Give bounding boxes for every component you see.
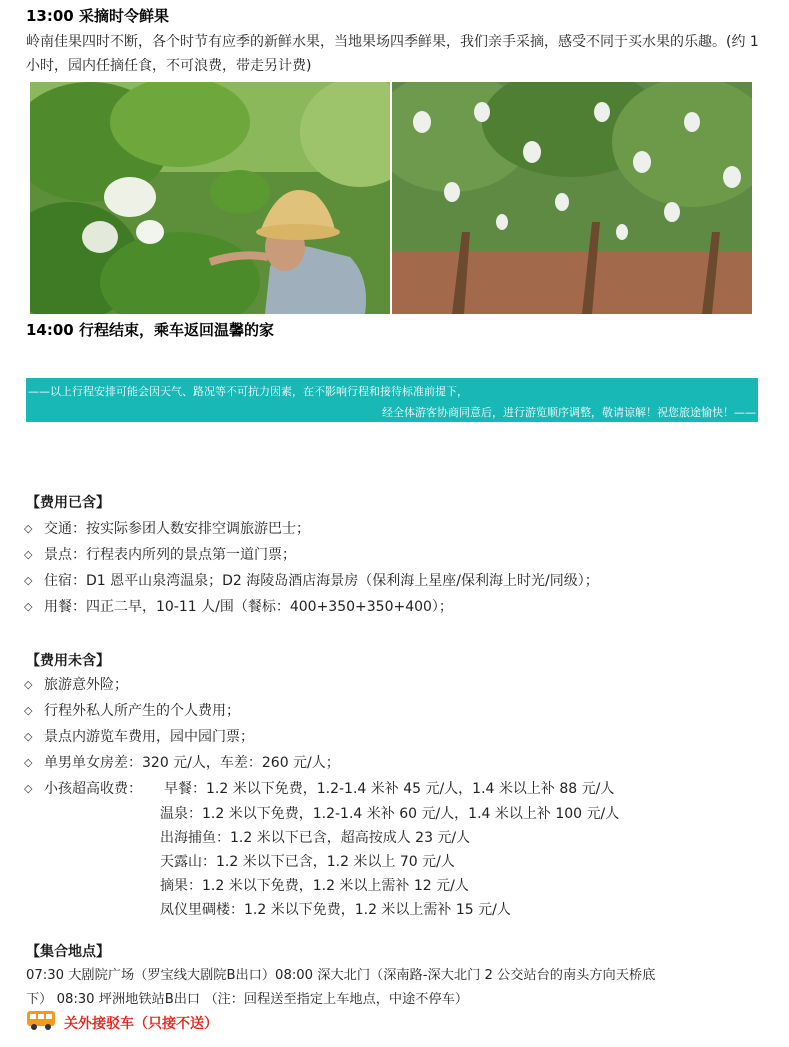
section-description: 岭南佳果四时不断，各个时节有应季的新鲜水果，当地果场四季鲜果，我们亲手采摘，感受不同于买水果的乐趣。(约 1 小时，园内任摘任食，不可浪费，带走另计费): [26, 34, 759, 74]
photo-strip: [30, 82, 752, 314]
diamond-bullet-icon: ◇: [24, 548, 33, 561]
list-item: ◇ 景点：行程表内所列的景点第一道门票；: [24, 542, 764, 568]
list-item: ◇ 旅游意外险；: [24, 672, 764, 698]
shuttle-title: 关外接驳车（只接不送）: [64, 1016, 218, 1032]
fruit-picking-photo: [30, 82, 390, 314]
gathering-title: 【集合地点】: [26, 944, 110, 960]
diamond-bullet-icon: ◇: [24, 782, 33, 795]
gathering-details: [26, 964, 766, 1012]
diamond-bullet-icon: ◇: [24, 730, 33, 743]
section-fruit-picking: [26, 4, 766, 78]
included-list: [24, 516, 764, 620]
notice-line-1: ——以上行程安排可能会因天气、路况等不可抗力因素，在不影响行程和接待标准前提下，: [28, 385, 468, 398]
child-fee-line: 温泉：1.2 米以下免费，1.2-1.4 米补 60 元/人，1.4 米以上补 100 元/人: [160, 806, 620, 822]
diamond-bullet-icon: ◇: [24, 522, 33, 535]
diamond-bullet-icon: ◇: [24, 574, 33, 587]
child-fee-line: 凤仪里碉楼：1.2 米以下免费，1.2 米以上需补 15 元/人: [160, 902, 511, 918]
diamond-bullet-icon: ◇: [24, 678, 33, 691]
child-fee-label: 小孩超高收费：: [44, 781, 142, 797]
list-item: ◇ 住宿：D1 恩平山泉湾温泉；D2 海陵岛酒店海景房（保利海上星座/保利海上时光/同级）；: [24, 568, 764, 594]
list-item: ◇ 行程外私人所产生的个人费用；: [24, 698, 764, 724]
list-item: ◇ 单男单女房差：320 元/人，车差：260 元/人；: [24, 750, 764, 776]
section-trip-end: 14:00 行程结束，乘车返回温馨的家: [26, 321, 274, 339]
bus-icon: [26, 1009, 56, 1031]
included-title: 【费用已含】: [26, 495, 110, 511]
child-fee-line: 天露山：1.2 米以下已含，1.2 米以上 70 元/人: [160, 854, 455, 870]
orchard-photo: [392, 82, 752, 314]
gathering-line-1: 07:30 大剧院广场（罗宝线大剧院B出口）08:00 深大北门（深南路-深大北门 2 公交站台的南头方向天桥底: [26, 968, 656, 983]
section-heading: 13:00 采摘时令鲜果: [26, 7, 169, 25]
excluded-title: 【费用未含】: [26, 653, 110, 669]
notice-banner: [26, 378, 758, 422]
child-fee-item: [24, 776, 764, 802]
child-fee-line: 早餐：1.2 米以下免费，1.2-1.4 米补 45 元/人，1.4 米以上补 88 元/人: [164, 781, 615, 797]
list-item: ◇ 交通：按实际参团人数安排空调旅游巴士；: [24, 516, 764, 542]
diamond-bullet-icon: ◇: [24, 704, 33, 717]
diamond-bullet-icon: ◇: [24, 600, 33, 613]
gathering-line-2: 下） 08:30 坪洲地铁站B出口 （注：回程送至指定上车地点，中途不停车）: [26, 992, 469, 1007]
notice-line-2: 经全体游客协商同意后，进行游览顺序调整，敬请谅解！祝您旅途愉快！——: [382, 406, 756, 419]
child-fee-line: 出海捕鱼：1.2 米以下已含，超高按成人 23 元/人: [160, 830, 471, 846]
excluded-list: [24, 672, 764, 922]
diamond-bullet-icon: ◇: [24, 756, 33, 769]
child-fee-line: 摘果：1.2 米以下免费，1.2 米以上需补 12 元/人: [160, 878, 469, 894]
list-item: ◇ 景点内游览车费用，园中园门票；: [24, 724, 764, 750]
list-item: ◇ 用餐：四正二早，10-11 人/围（餐标：400+350+350+400）；: [24, 594, 764, 620]
